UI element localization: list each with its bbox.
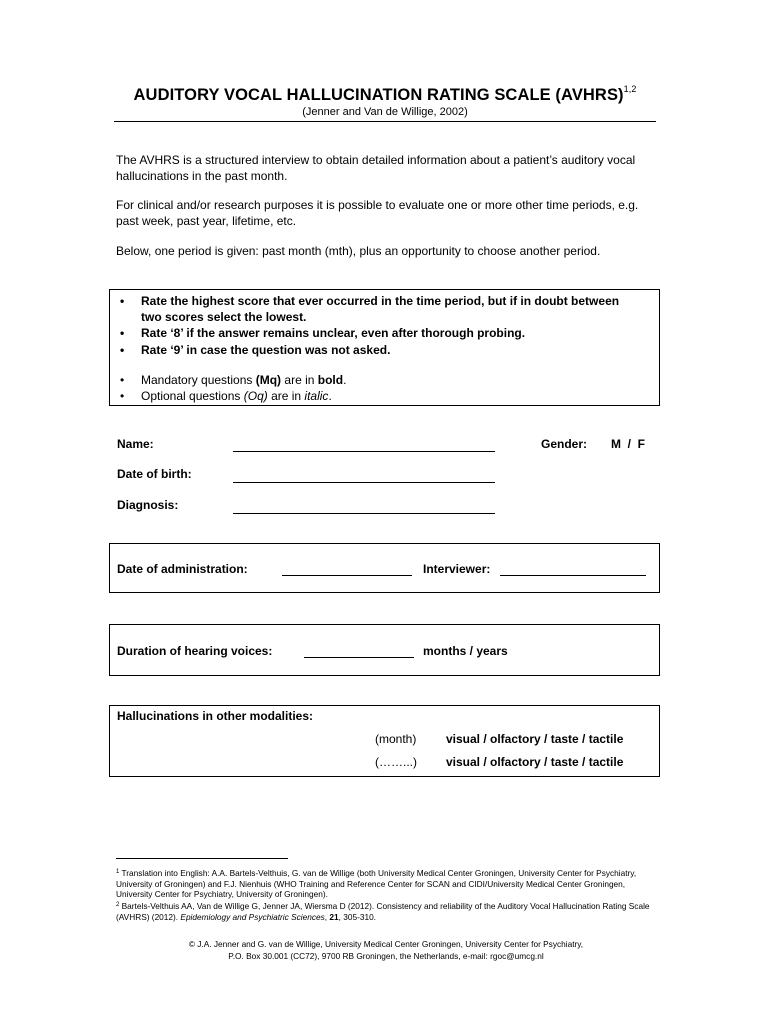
copyright-footer bbox=[116, 938, 656, 962]
modality-options-month[interactable]: visual / olfactory / taste / tactile bbox=[446, 732, 624, 746]
duration-field[interactable] bbox=[304, 657, 414, 658]
gender-options[interactable]: M / F bbox=[611, 437, 645, 451]
instructions-box bbox=[109, 289, 660, 406]
date-of-birth-field[interactable] bbox=[233, 482, 495, 483]
title-divider bbox=[114, 121, 656, 122]
footer-line: © J.A. Jenner and G. van de Willige, University Medical Center Groningen, University Center for Psychiatry, bbox=[188, 939, 584, 949]
intro-paragraph-3: Below, one period is given: past month (mth), plus an opportunity to choose another period. bbox=[116, 244, 601, 258]
modality-options-other[interactable]: visual / olfactory / taste / tactile bbox=[446, 755, 624, 769]
instruction-text: Rate ‘8’ if the answer remains unclear, even after thorough probing. bbox=[141, 326, 526, 340]
interviewer-label: Interviewer: bbox=[423, 562, 491, 576]
bullet-icon: • bbox=[120, 326, 125, 340]
title-text: AUDITORY VOCAL HALLUCINATION RATING SCALE (AVHRS) bbox=[133, 86, 624, 104]
period-other: (……...) bbox=[375, 755, 417, 769]
document-title bbox=[114, 84, 656, 105]
bullet-icon: • bbox=[120, 294, 125, 308]
instruction-text: Rate ‘9’ in case the question was not asked. bbox=[141, 343, 391, 357]
duration-units: months / years bbox=[423, 644, 508, 658]
administration-box bbox=[109, 543, 660, 593]
diagnosis-field[interactable] bbox=[233, 513, 495, 514]
duration-box bbox=[109, 624, 660, 676]
name-label: Name: bbox=[117, 437, 154, 451]
modalities-label: Hallucinations in other modalities: bbox=[117, 709, 314, 723]
instruction-text: Rate the highest score that ever occurred in the time period, but if in doubt between two scores select the lowest. bbox=[141, 294, 620, 324]
legend-text: Mandatory questions (Mq) are in bold. bbox=[141, 373, 347, 387]
title-footnote-ref: 1,2 bbox=[623, 84, 637, 94]
footnote-1: $^1$ Translation into English: A.A. Bartels-Velthuis, G. van de Willige (both University Medical Center Groningen, University Center for Psychiatry, University of Groningen) and F.J. Nienhuis (WHO Training and Reference Center for SCAN and CIDI/University Medical Center Groningen, University Center for Psychiatry, University of Groningen). bbox=[116, 868, 637, 900]
interviewer-field[interactable] bbox=[500, 575, 646, 576]
date-of-administration-field[interactable] bbox=[282, 575, 412, 576]
bullet-icon: • bbox=[120, 373, 125, 387]
legend-text: Optional questions (Oq) are in italic. bbox=[141, 389, 332, 403]
footer-line: P.O. Box 30.001 (CC72), 9700 RB Groningen, the Netherlands, e-mail: rgoc@umcg.nl bbox=[228, 951, 544, 961]
bullet-icon: • bbox=[120, 343, 125, 357]
document-subtitle: (Jenner and Van de Willige, 2002) bbox=[302, 106, 468, 118]
footnote-2: $^2$ Bartels-Velthuis AA, Van de Willige G, Jenner JA, Wiersma D (2012). Consistency and reliability of the Auditory Vocal Hallucination Rating Scale (AVHRS) (2012). Epidemiology and Psychiatric Sciences, 21, 305-310. bbox=[116, 901, 650, 922]
footnote-divider bbox=[116, 858, 288, 859]
intro-paragraph-2: For clinical and/or research purposes it is possible to evaluate one or more other time periods, e.g. past week, past year, lifetime, etc. bbox=[116, 198, 639, 228]
bullet-icon: • bbox=[120, 389, 125, 403]
duration-label: Duration of hearing voices: bbox=[117, 644, 273, 658]
diagnosis-label: Diagnosis: bbox=[117, 498, 179, 512]
date-of-administration-label: Date of administration: bbox=[117, 562, 248, 576]
date-of-birth-label: Date of birth: bbox=[117, 467, 192, 481]
modalities-box bbox=[109, 705, 660, 777]
gender-label: Gender: bbox=[541, 437, 588, 451]
name-field[interactable] bbox=[233, 451, 495, 452]
intro-paragraph-1: The AVHRS is a structured interview to obtain detailed information about a patient’s auditory vocal hallucinations in the past month. bbox=[116, 153, 636, 183]
period-month: (month) bbox=[375, 732, 417, 746]
